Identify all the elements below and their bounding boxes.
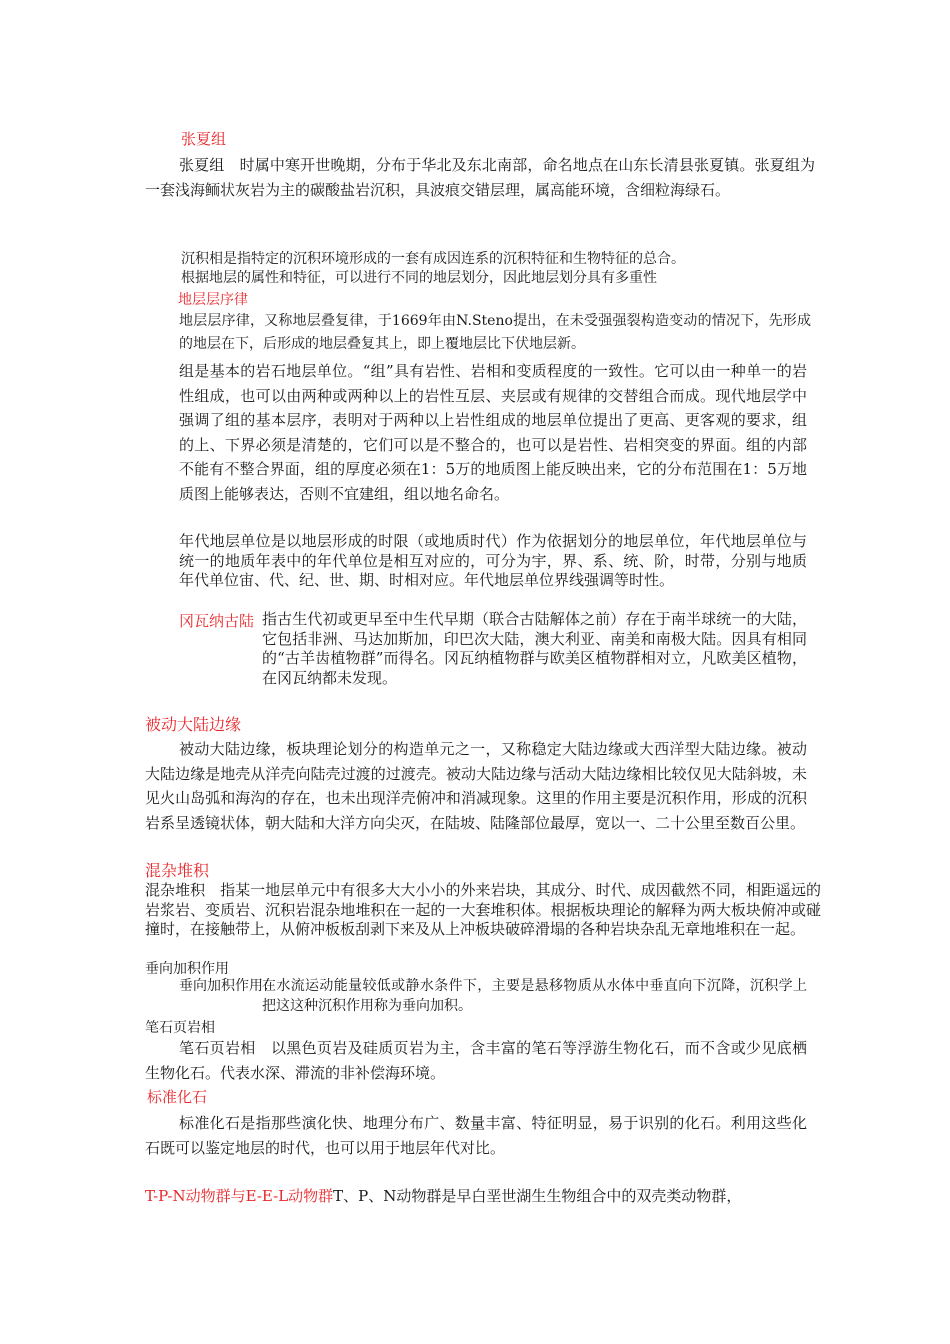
paragraph-graptolite-facies: 笔石页岩相 以黑色页岩及硅质页岩为主，含丰富的笔石等浮游生物化石，而不含或少见底栖生物化石。代表水深、滞流的非补偿海环境。 [145, 1039, 807, 1082]
text-tpn-fauna: T、P、N动物群是早白垩世湖生生物组合中的双壳类动物群， [333, 1187, 742, 1205]
paragraph-chronostratigraphic-unit: 年代地层单位是以地层形成的时限（或地质时代）作为依据划分的地层单位，年代地层单位与统一的地质年表中的年代单位是相互对应的，可分为宇，界、系、统、阶，时带，分别与地质年代单位宙、代、纪、世、期、时相对应。年代地层单位界线强调等时性。 [179, 532, 807, 590]
heading-vertical-accretion: 垂向加积作用 [145, 961, 229, 977]
paragraph-melange: 混杂堆积 指某一地层单元中有很多大大小小的外来岩块，其成分、时代、成因截然不同，相距遥远的岩浆岩、变质岩、沉积岩混杂地堆积在一起的一大套堆积体。根据板块理论的解释为两大板块俯冲或碰撞时，在接触带上，从俯冲板板刮剥下来及从上冲板块破碎滑塌的各种岩块杂乱无章地堆积在一起。 [145, 881, 821, 939]
heading-index-fossil: 标准化石 [147, 1088, 208, 1106]
heading-gondwana: 冈瓦纳古陆 [179, 612, 255, 630]
paragraph-superposition: 地层层序律，又称地层叠复律，于1669年由N.Steno提出，在未受强强裂构造变动的情况下，先形成的地层在下，后形成的地层叠复其上，即上覆地层比下伏地层新。 [179, 313, 811, 352]
paragraph-gondwana: 指古生代初或更早至中生代早期（联合古陆解体之前）存在于南半球统一的大陆，它包括非洲、马达加斯加，印巴次大陆，澳大利亚、南美和南极大陆。因具有相同的“古羊齿植物群”而得名。冈瓦纳植物群与欧美区植物群相对立，凡欧美区植物，在冈瓦纳都未发现。 [262, 610, 807, 687]
heading-superposition: 地层层序律 [178, 292, 248, 308]
paragraph-vertical-accretion: 在水流运动能量较低或静水条件下，主要是悬移物质从水体中垂直向下沉降，沉积学上把这这种沉积作用称为垂向加积。 [262, 978, 807, 1014]
paragraph-passive-margin: 被动大陆边缘，板块理论划分的构造单元之一，又称稳定大陆边缘或大西洋型大陆边缘。被动大陆边缘是地壳从洋壳向陆壳过渡的过渡壳。被动大陆边缘与活动大陆边缘相比较仅见大陆斜坡，未见火山岛弧和海沟的存在，也未出现洋壳俯冲和消减现象。这里的作用主要是沉积作用，形成的沉积岩系呈透镜状体，朝大陆和大洋方向尖灭，在陆坡、陆隆部位最厚，宽以一、二十公里至数百公里。 [145, 740, 807, 832]
paragraph-formation: 组是基本的岩石地层单位。“组”具有岩性、岩相和变质程度的一致性。它可以由一种单一的岩性组成，也可以由两种或两种以上的岩性互层、夹层或有规律的交替组合而成。现代地层学中强调了组的基本层序，表明对于两种以上岩性组成的地层单位提出了更高、更客观的要求，组的上、下界必须是清楚的，它们可以是不整合的，也可以是岩性、岩相突变的界面。组的内部不能有不整合界面，组的厚度必须在1：5万的地质图上能反映出来，它的分布范围在1：5万地质图上能够表达，否则不宜建组，组以地名命名。 [179, 362, 807, 503]
heading-melange: 混杂堆积 [145, 861, 210, 880]
heading-tpn-fauna: T-P-N动物群与E-E-L动物群 [145, 1187, 334, 1205]
heading-passive-margin: 被动大陆边缘 [145, 715, 242, 734]
line-sedimentary-facies: 沉积相是指特定的沉积环境形成的一套有成因连系的沉积特征和生物特征的总合。 [181, 251, 685, 267]
paragraph-tpn-fauna [145, 1185, 825, 1206]
heading-graptolite-facies: 笔石页岩相 [145, 1020, 215, 1036]
paragraph-zhangxia: 张夏组 时属中寒开世晚期，分布于华北及东北南部，命名地点在山东长清县张夏镇。张夏组为一套浅海鲕状灰岩为主的碳酸盐岩沉积，具波痕交错层理，属高能环境，含细粒海绿石。 [145, 156, 815, 199]
paragraph-index-fossil: 标准化石是指那些演化快、地理分布广、数量丰富、特征明显，易于识别的化石。利用这些化石既可以鉴定地层的时代，也可以用于地层年代对比。 [145, 1114, 807, 1157]
label-vertical-accretion: 垂向加积作用： [179, 978, 277, 994]
heading-zhangxia: 张夏组 [181, 130, 227, 148]
line-stratigraphic-division: 根据地层的属性和特征，可以进行不同的地层划分，因此地层划分具有多重性 [181, 270, 657, 286]
